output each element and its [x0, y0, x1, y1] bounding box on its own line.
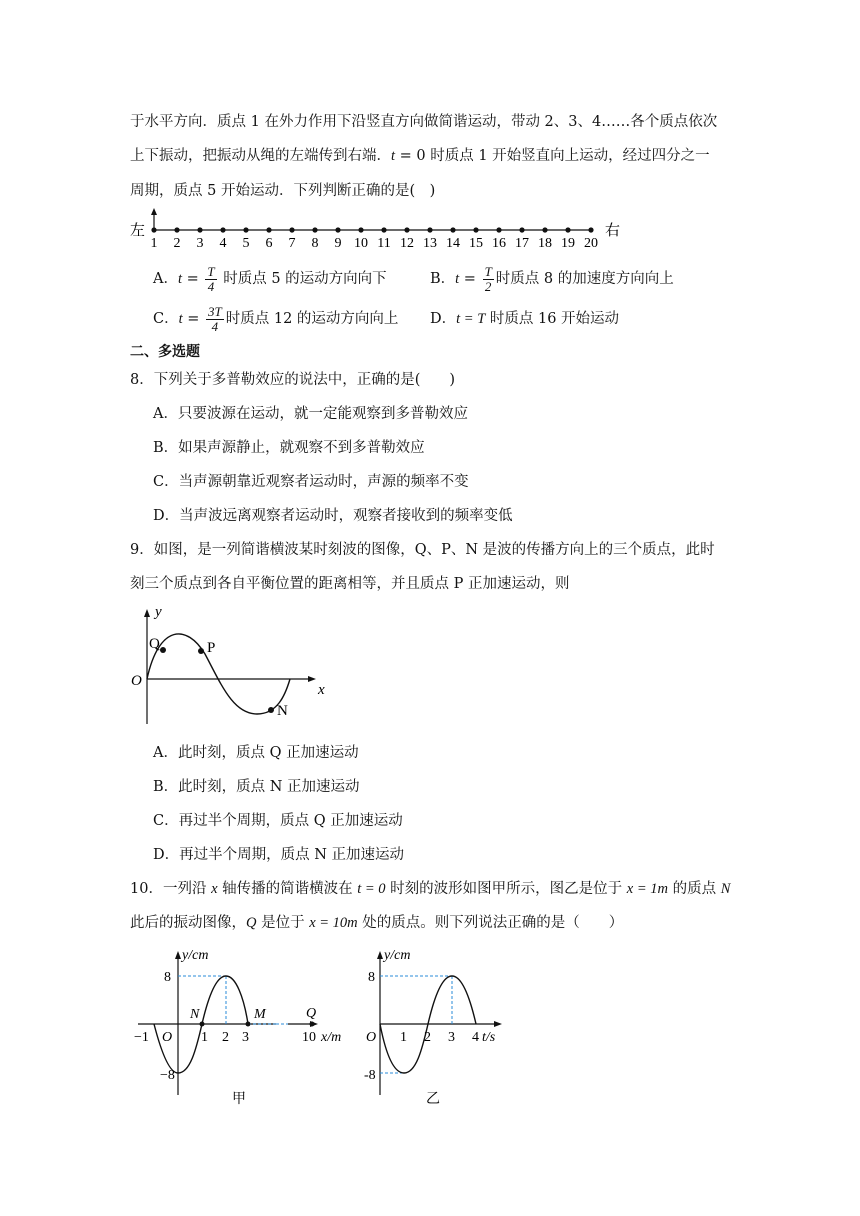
rope-arrow-icon: [151, 208, 157, 215]
q10-stem-b: 轴传播的简谐横波在: [217, 881, 358, 897]
q9-origin-label: O: [131, 673, 142, 689]
frac-num: T: [207, 263, 215, 279]
rope-figure: [125, 205, 635, 253]
q9-stem: 9．如图，是一列简谐横波某时刻波的图像，Q、P、N 是波的传播方向上的三个质点，此时: [130, 542, 715, 558]
rope-particle-number: 14: [446, 236, 460, 251]
jia-point-q: [310, 1022, 315, 1027]
rope-particle: [197, 227, 202, 232]
q9-wave-figure: [125, 604, 335, 728]
q10-figure-jia: [128, 945, 358, 1110]
q9-wave-curve: [147, 634, 290, 714]
q9-label-p: P: [207, 640, 216, 656]
rope-particle-number: 10: [354, 236, 368, 251]
q7-option-b-var: t: [455, 271, 460, 287]
q9-label-n: N: [277, 703, 288, 719]
q7-option-b-prefix: B．: [430, 271, 456, 287]
q9-y-arrow-icon: [144, 609, 150, 617]
q7-option-c[interactable]: C．t = $\frac{3T}{4}$ 时质点 12 的运动方向向上: [153, 303, 399, 334]
yi-x-arrow-icon: [494, 1021, 502, 1027]
jia-point-m: [246, 1022, 251, 1027]
q9-x-arrow-icon: [308, 676, 316, 682]
jia-x-tick-2: 2: [222, 1030, 229, 1045]
q9-stem-2: 刻三个质点到各自平衡位置的距离相等，并且质点 P 正加速运动，则: [130, 576, 570, 592]
q10-stem-a: 10．一列沿: [130, 881, 212, 897]
rope-particle-number: 13: [423, 236, 437, 251]
jia-x-label: x/m: [321, 1030, 342, 1045]
yi-caption: 乙: [426, 1092, 440, 1107]
q10-stem-d: 的质点: [667, 881, 721, 897]
rope-right-label: 右: [605, 223, 621, 239]
jia-label-n: N: [190, 1007, 200, 1022]
rope-particle: [565, 227, 570, 232]
q7-option-b[interactable]: B．t = $\frac{T}{2}$ 时质点 8 的加速度方向向上: [430, 263, 674, 294]
q10-stem-2: [130, 913, 623, 933]
q10-stem-c: 时刻的波形如图甲所示，图乙是位于: [385, 881, 627, 897]
q7-option-c-prefix: C．: [153, 311, 179, 327]
rope-particle-number: 4: [219, 236, 227, 251]
section-heading-multiple-choice: 二、多选题: [130, 344, 200, 360]
q10-stem: [130, 879, 730, 899]
rope-particle: [427, 227, 432, 232]
yi-x-tick-1: 1: [400, 1030, 407, 1045]
q9-x-label: x: [318, 682, 325, 698]
yi-x-tick-3: 3: [448, 1030, 455, 1045]
q10-stem2-c: 处的质点。则下列说法正确的是（ ）: [357, 915, 624, 931]
jia-y-tick-neg8: −8: [160, 1068, 175, 1083]
q7-option-b-frac: [483, 265, 494, 294]
rope-particle-number: 8: [311, 236, 319, 251]
frac-den: 4: [211, 318, 219, 334]
yi-origin: O: [366, 1030, 377, 1045]
rope-particle: [358, 227, 363, 232]
jia-label-m: M: [254, 1007, 266, 1022]
jia-caption: 甲: [232, 1092, 246, 1107]
q7-option-a-var: t: [177, 271, 183, 287]
rope-particle-number: 6: [265, 236, 273, 251]
q9-y-label: y: [155, 604, 162, 620]
rope-particle-number: 7: [288, 236, 296, 251]
rope-particle: [473, 227, 478, 232]
jia-x-tick-neg1: −1: [134, 1030, 149, 1045]
q7-line2-t: t: [391, 148, 396, 164]
q7-option-c-frac: [206, 305, 224, 334]
q7-line2-rest: = 0 时质点 1 开始竖直向上运动，经过四分之一: [395, 148, 710, 164]
yi-x-tick-4: 4: [472, 1030, 479, 1045]
q7-line1: 于水平方向．质点 1 在外力作用下沿竖直方向做简谐运动，带动 2、3、4……各个质点依次: [130, 114, 718, 130]
jia-x-tick-3: 3: [242, 1030, 249, 1045]
frac-num: T: [484, 263, 492, 279]
jia-y-label: y/cm: [182, 948, 209, 963]
rope-particle-number: 18: [538, 236, 552, 251]
q7-option-c-var: t: [178, 311, 183, 327]
q7-option-d-var: t = T: [456, 311, 486, 327]
yi-y-arrow-icon: [377, 951, 383, 959]
jia-x-tick-10: 10: [302, 1030, 316, 1045]
q10-stem-x1: x = 1m: [626, 881, 668, 897]
rope-particle: [335, 227, 340, 232]
q7-line2-text: 上下振动，把振动从绳的左端传到右端．: [130, 148, 391, 164]
jia-y-tick-8: 8: [164, 970, 171, 985]
q7-option-a-frac: [205, 265, 216, 294]
q7-option-b-text: 时质点 8 的加速度方向向上: [495, 271, 674, 287]
rope-particle-number: 20: [584, 236, 598, 251]
q9-label-q: Q: [149, 636, 160, 652]
rope-particle: [289, 227, 294, 232]
q7-line2: [130, 146, 710, 166]
rope-particle-number: 5: [242, 236, 250, 251]
q8-option-b[interactable]: B．如果声源静止，就观察不到多普勒效应: [153, 440, 425, 456]
rope-particle-number: 1: [150, 236, 158, 251]
q7-option-d-text: 时质点 16 开始运动: [485, 311, 620, 327]
frac-num: 3T: [208, 303, 222, 319]
rope-particle-number: 2: [173, 236, 181, 251]
yi-y-tick-neg8: -8: [364, 1068, 376, 1083]
rope-particle: [174, 227, 179, 232]
q7-option-a-text: 时质点 5 的运动方向向下: [218, 271, 387, 287]
rope-particle-number: 17: [515, 236, 529, 251]
rope-particle: [542, 227, 547, 232]
q9-point-p: [198, 648, 204, 654]
q9-option-a[interactable]: A．此时刻，质点 Q 正加速运动: [153, 745, 359, 761]
q10-stem2-b: 是位于: [256, 915, 310, 931]
rope-particle-number: 11: [377, 236, 391, 251]
rope-particle: [151, 227, 156, 232]
q10-stem-t0: t = 0: [357, 881, 386, 897]
q7-option-a[interactable]: A．t = $\frac{T}{4}$ 时质点 5 的运动方向向下: [153, 263, 387, 294]
q8-stem: 8．下列关于多普勒效应的说法中，正确的是( ): [130, 372, 456, 388]
frac-den: 4: [207, 278, 215, 294]
rope-particle: [588, 227, 593, 232]
rope-particle: [243, 227, 248, 232]
jia-label-q: Q: [306, 1006, 317, 1021]
rope-numbers: [151, 236, 599, 251]
rope-particle-number: 15: [469, 236, 483, 251]
q7-option-d-prefix: D．: [430, 311, 457, 327]
q10-stem2-q: Q: [246, 915, 257, 931]
rope-particle: [312, 227, 317, 232]
rope-particle: [450, 227, 455, 232]
q9-option-b[interactable]: B．此时刻，质点 N 正加速运动: [153, 779, 360, 795]
q10-stem-x: x: [211, 881, 218, 897]
jia-point-n: [200, 1022, 205, 1027]
q7-line3: 周期，质点 5 开始运动．下列判断正确的是( ): [130, 183, 436, 199]
q10-stem2-a: 此后的振动图像，: [130, 915, 246, 931]
rope-particle: [496, 227, 501, 232]
yi-x-label: t/s: [482, 1030, 496, 1045]
q10-stem2-x10: x = 10m: [309, 915, 358, 931]
rope-particle: [404, 227, 409, 232]
rope-particle: [266, 227, 271, 232]
frac-den: 2: [484, 278, 492, 294]
q9-option-c[interactable]: C．再过半个周期，质点 Q 正加速运动: [153, 813, 403, 829]
q8-option-d[interactable]: D．当声波远离观察者运动时，观察者接收到的频率变低: [153, 508, 513, 524]
yi-x-tick-2: 2: [424, 1030, 431, 1045]
rope-left-label: 左: [130, 223, 146, 239]
q8-option-a[interactable]: A．只要波源在运动，就一定能观察到多普勒效应: [153, 406, 468, 422]
q7-option-c-text: 时质点 12 的运动方向向上: [225, 311, 399, 327]
yi-y-label: y/cm: [384, 948, 411, 963]
rope-particle-number: 3: [196, 236, 204, 251]
rope-particle: [519, 227, 524, 232]
rope-particle-number: 16: [492, 236, 506, 251]
rope-particle-number: 9: [334, 236, 342, 251]
q10-figure-yi: [360, 945, 520, 1110]
q9-option-d[interactable]: D．再过半个周期，质点 N 正加速运动: [153, 847, 405, 863]
yi-y-tick-8: 8: [368, 970, 375, 985]
q10-stem-n: N: [720, 881, 731, 897]
jia-x-tick-1: 1: [201, 1030, 208, 1045]
q7-option-a-prefix: A．: [153, 271, 178, 287]
rope-particle: [381, 227, 386, 232]
q9-point-n: [268, 707, 274, 713]
rope-particle: [220, 227, 225, 232]
q8-option-c[interactable]: C．当声源朝靠近观察者运动时，声源的频率不变: [153, 474, 469, 490]
rope-particle-number: 19: [561, 236, 575, 251]
rope-particle-number: 12: [400, 236, 414, 251]
jia-origin: O: [162, 1030, 173, 1045]
jia-y-arrow-icon: [175, 951, 181, 959]
q7-option-d[interactable]: [430, 302, 619, 336]
q9-point-q: [160, 647, 166, 653]
